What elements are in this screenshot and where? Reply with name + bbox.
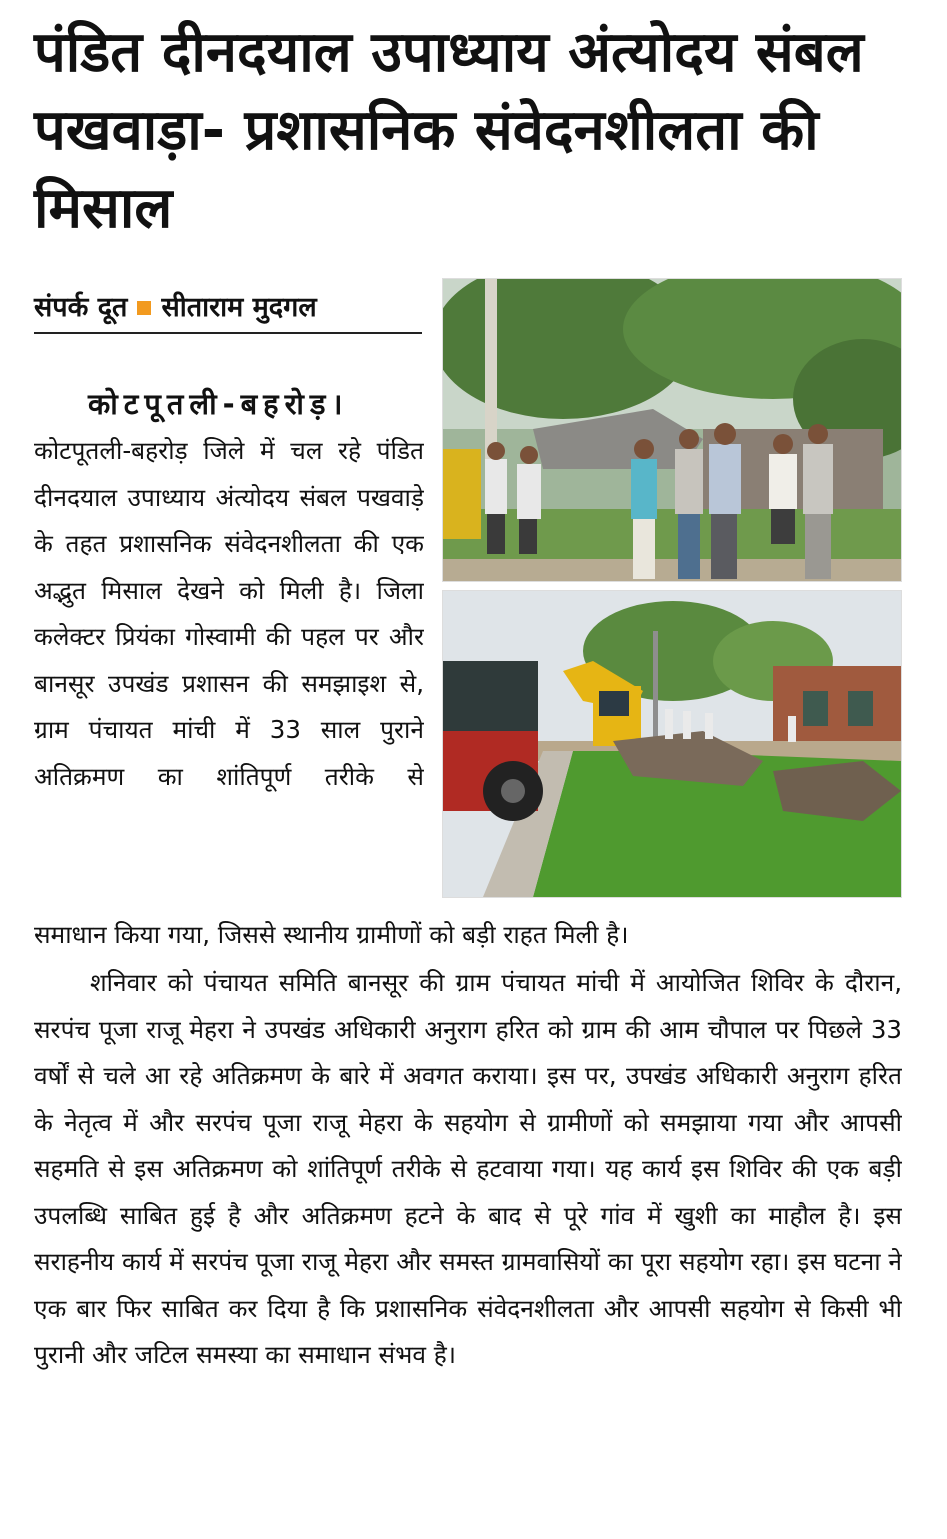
photo-encroachment-removal <box>442 590 902 898</box>
byline <box>34 286 422 334</box>
headline: पंडित दीनदयाल उपाध्याय अंत्योदय संबल पखवाड़ा- प्रशासनिक संवेदनशीलता की मिसाल <box>34 20 864 241</box>
photo-officials-inspection <box>442 278 902 582</box>
byline-label: संपर्क दूत <box>34 292 128 323</box>
square-bullet-icon <box>137 301 151 315</box>
paragraph-1-column: कोटपूतली-बहरोड़ जिले में चल रहे पंडित दीनदयाल उपाध्याय अंत्योदय संबल पखवाड़े के तहत प्रशासनिक संवेदनशीलता की एक अद्भुत मिसाल देखने को मिली है। जिला कलेक्टर प्रियंका गोस्वामी की पहल पर और बानसूर उपखंड प्रशासन की समझाइश से, ग्राम पंचायत मांची में 33 साल पुराने अतिक्रमण का शांतिपूर्ण तरीके से <box>34 436 424 791</box>
byline-author: सीताराम मुदगल <box>161 292 317 323</box>
paragraph-2: शनिवार को पंचायत समिति बानसूर की ग्राम पंचायत मांची में आयोजित शिविर के दौरान, सरपंच पूजा राजू मेहरा ने उपखंड अधिकारी अनुराग हरित को ग्राम की आम चौपाल पर पिछले 33 वर्षों से चले आ रहे अतिक्रमण के बारे में अवगत कराया। इस पर, उपखंड अधिकारी अनुराग हरित के नेतृत्व में और सरपंच पूजा राजू मेहरा के सहयोग से ग्रामीणों को समझाया गया और आपसी सहमति से इस अतिक्रमण को शांतिपूर्ण तरीके से हटवाया गया। यह कार्य इस शिविर की एक बड़ी उपलब्धि साबित हुई है और अतिक्रमण हटने के बाद से पूरे गांव में खुशी का माहौल है। इस सराहनीय कार्य में सरपंच पूजा राजू मेहरा और समस्त ग्रामवासियों का पूरा सहयोग रहा। इस घटना ने एक बार फिर साबित कर दिया है कि प्रशासनिक संवेदनशीलता और आपसी सहयोग से किसी भी पुरानी और जटिल समस्या का समाधान संभव है। <box>34 968 902 1369</box>
dateline: कोटपूतली-बहरोड़। <box>88 387 349 421</box>
paragraph-1-continued: समाधान किया गया, जिससे स्थानीय ग्रामीणों को बड़ी राहत मिली है। <box>34 920 629 949</box>
